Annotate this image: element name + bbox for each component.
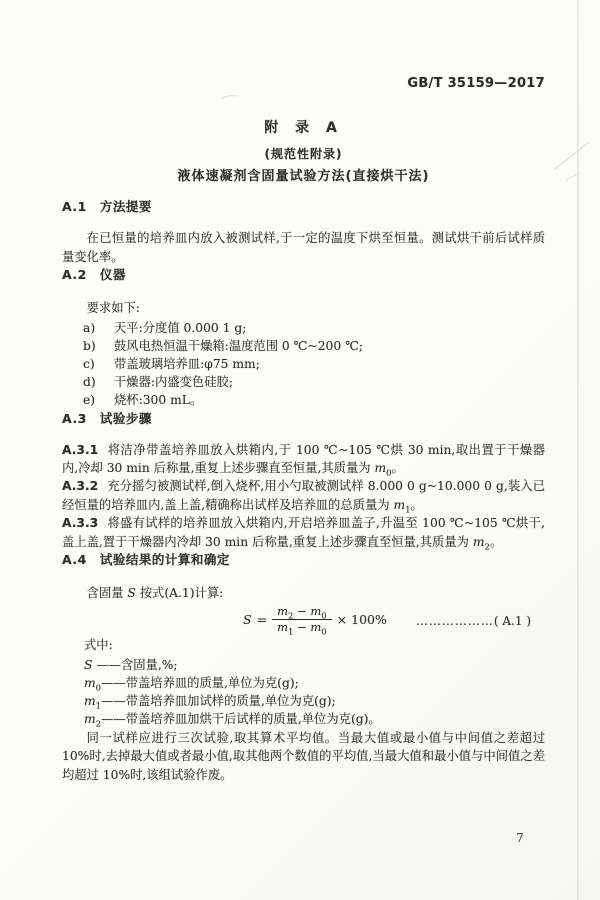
section-title: 试验结果的计算和确定 (99, 551, 230, 567)
equation-number: ( A.1 ) (493, 614, 531, 629)
procedure-step (62, 477, 545, 514)
section-heading-a4 (62, 551, 545, 568)
appendix-title-block (62, 119, 545, 187)
fraction-denominator: $m_1 - m_0$ (277, 620, 327, 638)
standard-code: GB/T 35159—2017 (407, 76, 545, 91)
symbol-definition: $m_1——$带盖培养皿加试样的质量,单位为克(g); (84, 693, 336, 712)
list-item (62, 319, 545, 337)
section-heading-a2 (62, 266, 545, 283)
list-item (62, 355, 545, 373)
symbol-definitions (62, 656, 545, 728)
step-number: A.3.3 (62, 516, 99, 531)
symbol-definition: $m_2——$带盖培养皿加烘干后试样的质量,单位为克(g)。 (84, 711, 381, 730)
where-label: 式中: (84, 638, 113, 653)
list-item-marker: e) (83, 393, 96, 408)
step-text: 将洁净带盖培养皿放入烘箱内,于 100 ℃~105 ℃烘 30 min,取出置于干燥器内,冷却 30 min 后称量,重复上述步骤直至恒量,其质量为 $m_0$。 (62, 442, 545, 479)
section-heading-a3 (62, 410, 545, 427)
paragraph-method-summary: 在已恒量的培养皿内放入被测试样,于一定的温度下烘至恒量。测试烘干前后试样质量变化率。 (62, 231, 545, 264)
list-item-text: 天平:分度值 0.000 1 g; (114, 320, 247, 335)
appendix-heading: 附 录 A (264, 120, 343, 136)
list-item (62, 391, 545, 409)
step-number: A.3.1 (62, 442, 99, 457)
leader-dots: ……………… (415, 614, 494, 629)
section-title: 试验步骤 (99, 410, 152, 426)
appendix-type: (规范性附录) (264, 146, 343, 161)
procedure-step (62, 514, 545, 551)
formula-a1 (62, 604, 545, 636)
formula-lhs: S (243, 611, 252, 627)
formula-rhs: × 100% (336, 611, 387, 627)
list-item-text: 带盖玻璃培养皿:φ75 mm; (114, 356, 260, 371)
list-item (62, 337, 545, 355)
scan-edge-line (577, 0, 579, 900)
section-heading-a1 (62, 198, 545, 215)
list-item-text: 干燥器:内盛变色硅胶; (114, 375, 233, 390)
equation-reference (416, 612, 531, 631)
list-item-marker: a) (83, 320, 96, 335)
fraction (272, 604, 332, 638)
document-body (62, 198, 545, 784)
list-item-marker: b) (83, 338, 96, 353)
appendix-method-title: 液体速凝剂含固量试验方法(直接烘干法) (177, 169, 430, 184)
symbol-definition: S ——含固量,%; (84, 657, 178, 672)
paragraph-calculation-intro: 含固量 S 按式(A.1)计算: (86, 585, 224, 600)
procedure-steps (62, 441, 545, 551)
step-text: 充分摇匀被测试样,倒入烧杯,用小勺取被测试样 8.000 0 g~10.000 0 g,装入已经恒量的培养皿内,盖上盖,精确称出试样及培养皿的总质量为 $m_1$。 (62, 479, 545, 516)
section-number: A.4 (62, 551, 87, 567)
section-title: 仪器 (99, 267, 126, 282)
section-number: A.3 (62, 410, 87, 426)
list-item-text: 鼓风电热恒温干燥箱:温度范围 0 ℃~200 ℃; (114, 338, 363, 353)
equals-sign: = (256, 611, 268, 627)
formula-expression (243, 604, 387, 638)
paragraph-requirements-intro: 要求如下: (86, 301, 140, 315)
list-item-marker: d) (83, 375, 96, 390)
page-number: 7 (516, 831, 524, 845)
scan-smudge (221, 94, 239, 103)
scan-scratch (554, 142, 589, 170)
fraction-numerator: $m_2 - m_0$ (272, 605, 332, 620)
section-number: A.1 (62, 199, 87, 214)
list-item-text: 烧杯:300 mL。 (114, 393, 203, 408)
step-number: A.3.2 (62, 479, 99, 494)
section-title: 方法提要 (99, 199, 152, 214)
list-item-marker: c) (83, 356, 95, 371)
step-text: 将盛有试样的培养皿放入烘箱内,开启培养皿盖子,升温至 100 ℃~105 ℃烘干,盖上盖,置于干燥器内冷却 30 min 后称量,重复上述步骤直至恒量,其质量为 $m_2$。 (62, 516, 545, 552)
section-number: A.2 (62, 267, 87, 282)
list-item (62, 373, 545, 391)
paragraph-result-determination: 同一试样应进行三次试验,取其算术平均值。当最大值或最小值与中间值之差超过 10%时,去掉最大值或者最小值,取其他两个数值的平均值,当最大值和最小值与中间值之差均超过 10%时,该组试验作废。 (62, 730, 545, 782)
procedure-step (62, 441, 545, 478)
apparatus-list (62, 319, 545, 410)
symbol-definition: $m_0——$带盖培养皿的质量,单位为克(g); (84, 675, 299, 694)
